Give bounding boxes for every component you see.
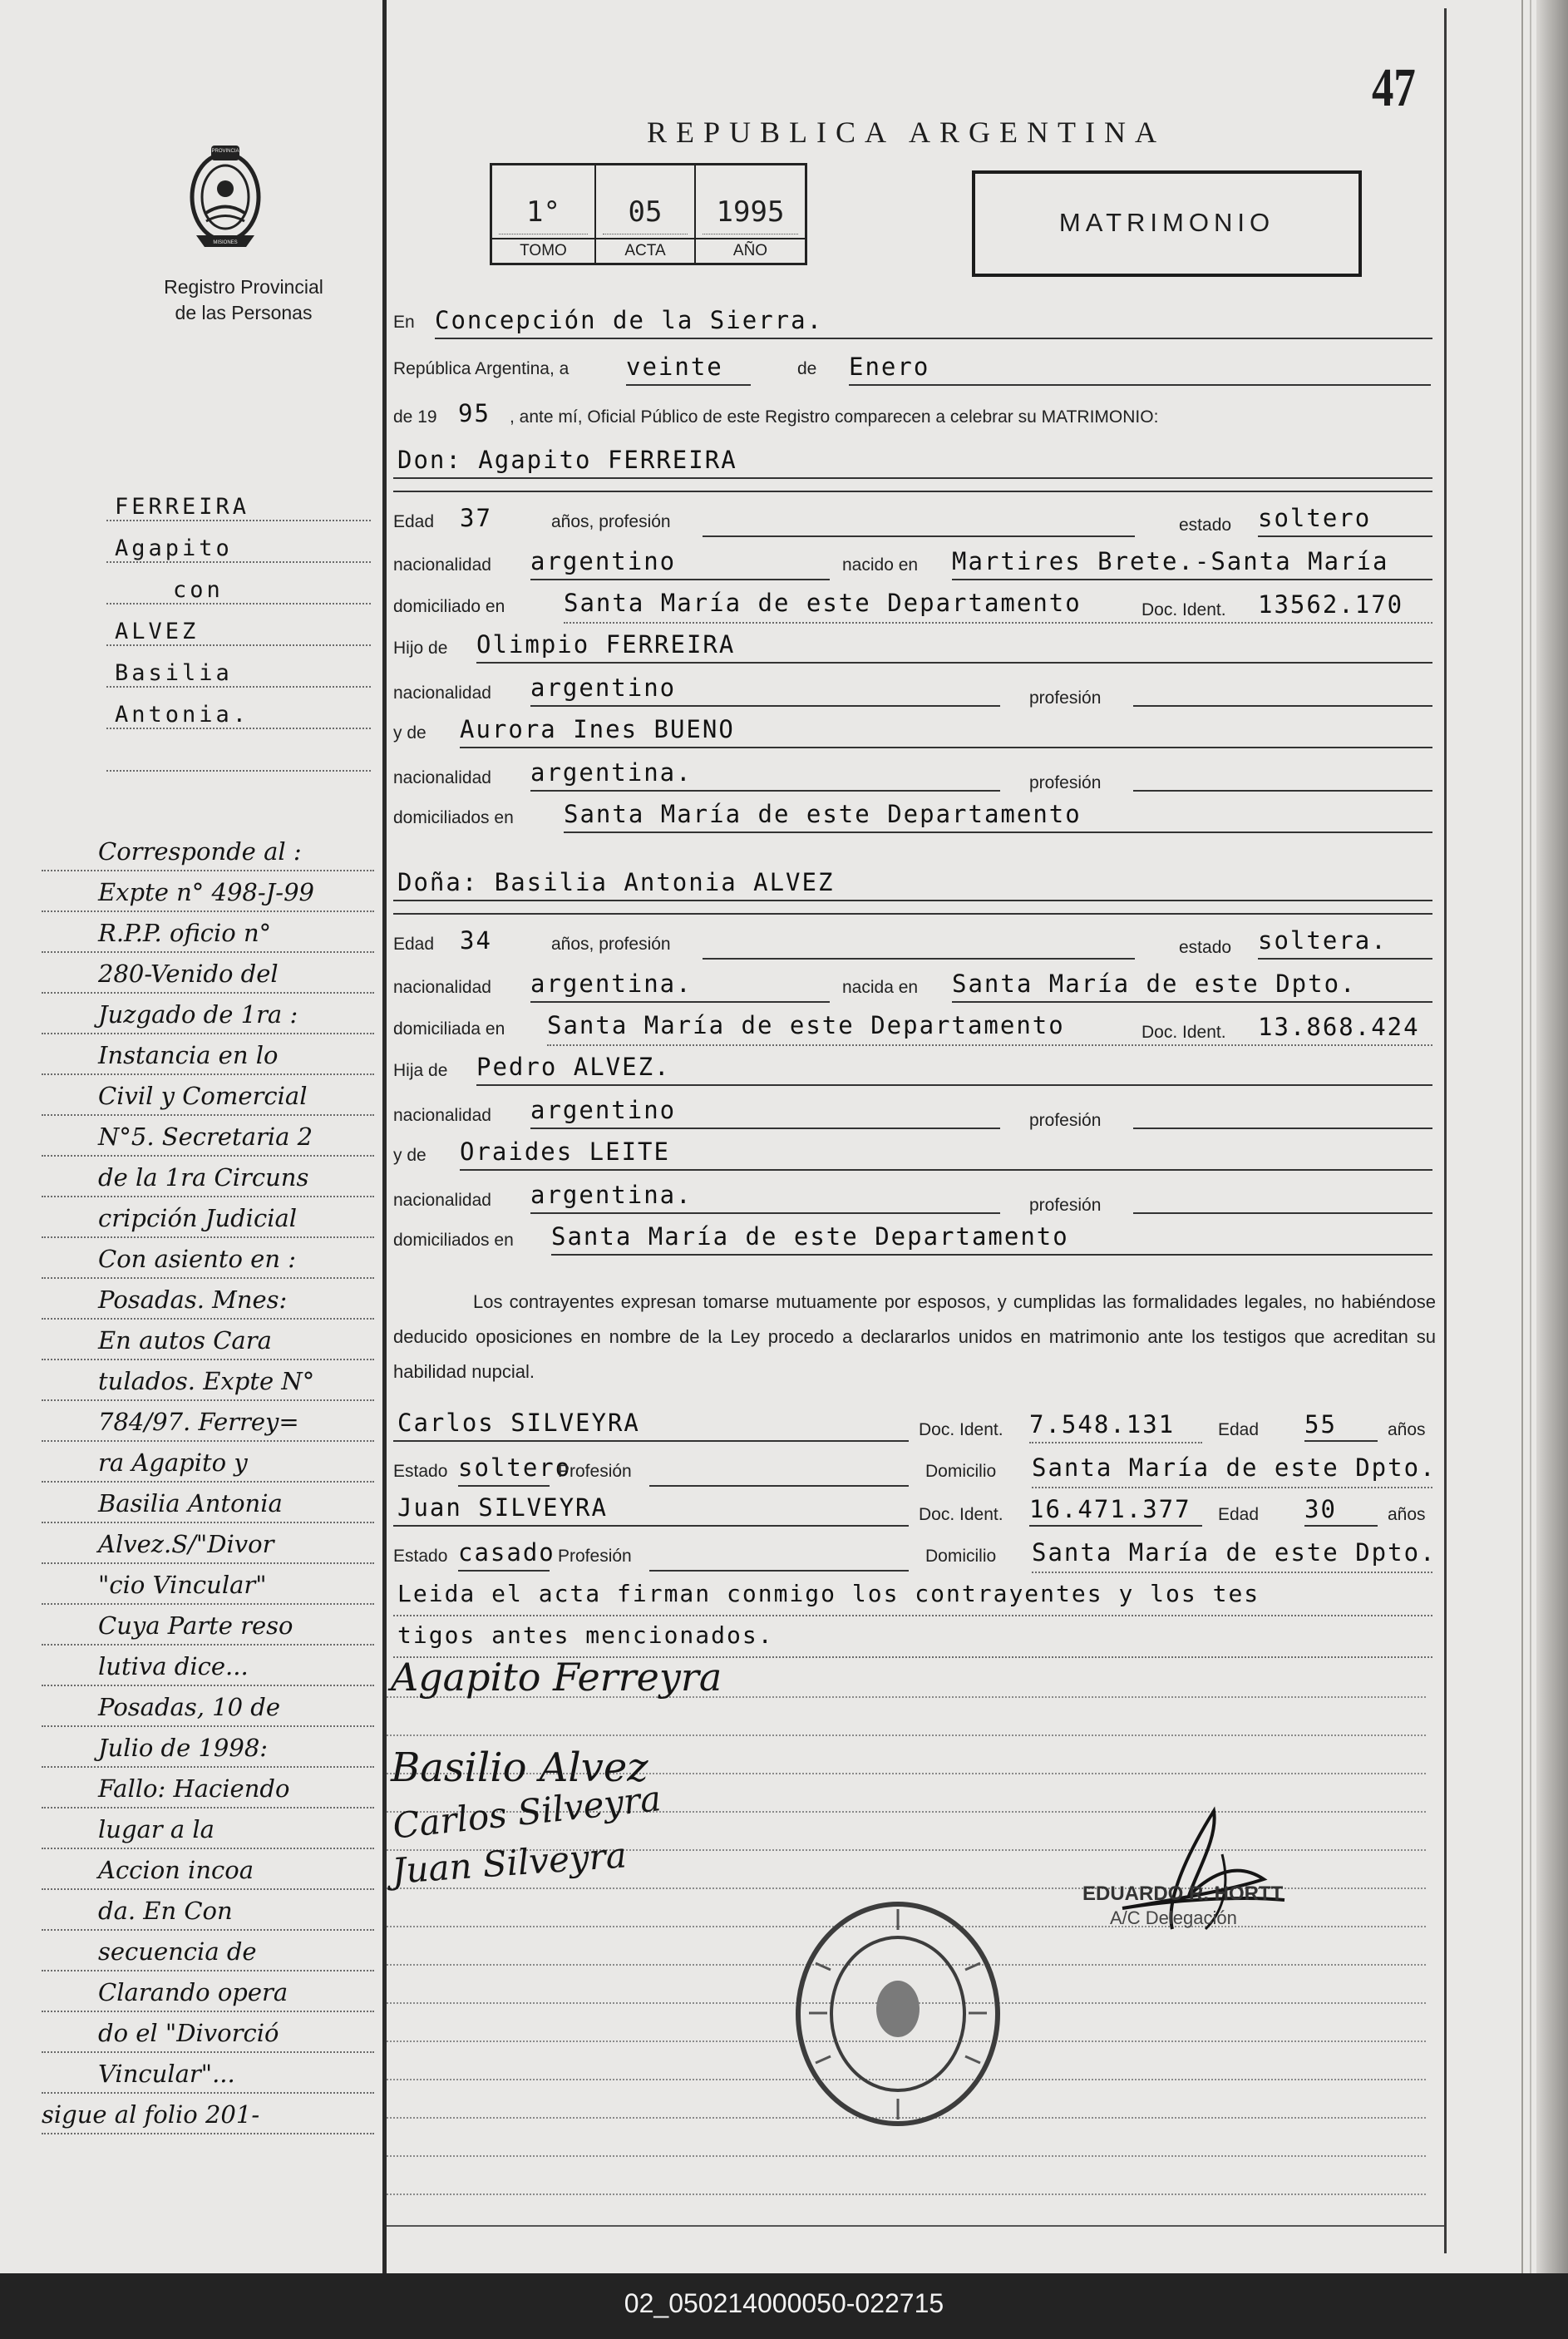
anio-value: 1995: [716, 195, 785, 229]
witness-1-address: Santa María de este Dpto.: [1032, 1453, 1437, 1482]
registry-name-line-1: Registro Provincial: [164, 276, 323, 298]
row-groom-father-nationality: [393, 674, 1441, 707]
margin-note-line: lutiva dice...: [42, 1646, 374, 1686]
witness-2-address: Santa María de este Dpto.: [1032, 1538, 1437, 1567]
margin-connector: con: [106, 576, 371, 604]
registry-name-line-2: de las Personas: [175, 302, 313, 323]
margin-note-line: Instancia en lo: [42, 1035, 374, 1075]
row-groom-nationality: [393, 547, 1441, 580]
acta-cell: [596, 165, 696, 263]
row-date: [393, 353, 1441, 386]
row-groom-address: [393, 589, 1441, 622]
row-closing-1: [393, 1580, 1441, 1613]
row-bride-title: [393, 868, 1441, 901]
official-signature-block: [1072, 1804, 1305, 1937]
margin-note-line: 280-Venido del: [42, 954, 374, 994]
nacionalidad-label: nacionalidad: [393, 555, 491, 575]
bride-parents-address: Santa María de este Departamento: [551, 1222, 1069, 1251]
row-bride-father-nationality: [393, 1096, 1441, 1129]
month-value: Enero: [849, 353, 930, 381]
row-place: [393, 306, 1441, 339]
domicilio-label: Domicilio: [925, 1547, 997, 1566]
doc-label: Doc. Ident.: [1141, 1023, 1226, 1042]
row-closing-2: [393, 1621, 1441, 1655]
margin-note-line: Posadas. Mnes:: [42, 1280, 374, 1320]
place-value: Concepción de la Sierra.: [435, 306, 824, 334]
official-name: EDUARDO R. HORTT: [1082, 1883, 1284, 1905]
margin-note-line: de la 1ra Circuns: [42, 1157, 374, 1197]
margin-note-line: Corresponde al :: [42, 831, 374, 871]
signature-bride: Basilio Alvez: [391, 1744, 648, 1791]
year-prefix: de 19: [393, 407, 437, 427]
binding-edge: [1536, 0, 1568, 2273]
margin-note-line: 784/97. Ferrey=: [42, 1402, 374, 1442]
domiciliada-label: domiciliada en: [393, 1019, 505, 1039]
row-bride-nationality: [393, 970, 1441, 1003]
row-groom-father: [393, 630, 1441, 664]
margin-note-line: Expte n° 498-J-99: [42, 872, 374, 912]
domiciliados-label: domiciliados en: [393, 1231, 514, 1250]
doc-label: Doc. Ident.: [919, 1505, 1003, 1524]
witness-2-marital-status: casado: [458, 1538, 555, 1567]
signature-guide-line: [387, 2193, 1426, 2195]
margin-name-bride-2: Antonia.: [106, 701, 371, 729]
margin-note-line: sigue al folio 201-: [42, 2095, 374, 2134]
row-witness-2-details: [393, 1538, 1441, 1572]
anio-label: AÑO: [696, 238, 805, 263]
row-bride-mother: [393, 1137, 1441, 1171]
right-border-rule: [1444, 8, 1447, 2253]
margin-blank-line: [106, 770, 371, 772]
groom-doc: 13562.170: [1258, 590, 1404, 619]
bride-doc: 13.868.424: [1258, 1013, 1420, 1041]
year-suffix: 95: [458, 399, 491, 427]
profesion-label: profesión: [1029, 688, 1102, 708]
bride-marital-status: soltera.: [1258, 926, 1388, 955]
profesion-label: profesión: [1029, 773, 1102, 792]
margin-surname-groom: FERREIRA: [106, 493, 371, 521]
margin-note-line: Alvez.S/"Divor: [42, 1524, 374, 1564]
groom-birthplace: Martires Brete.-Santa María: [952, 547, 1389, 575]
bride-mother-nationality: argentina.: [530, 1181, 693, 1209]
folio-number: 47: [1372, 57, 1416, 118]
groom-father-nationality: argentino: [530, 674, 677, 702]
estado-label: Estado: [393, 1547, 448, 1566]
bride-nationality: argentina.: [530, 970, 693, 998]
hija-label: Hija de: [393, 1061, 448, 1080]
signature-witness-1: Carlos Silveyra: [391, 1778, 663, 1847]
domiciliado-label: domiciliado en: [393, 597, 505, 616]
signature-guide-line: [387, 2155, 1426, 2157]
record-number-box: [490, 163, 807, 265]
margin-note-line: Con asiento en :: [42, 1239, 374, 1279]
bride-father-nationality: argentino: [530, 1096, 677, 1124]
page-stack-edge: [1521, 0, 1531, 2273]
closing-line-2: tigos antes mencionados.: [397, 1621, 774, 1649]
margin-note-line: secuencia de: [42, 1932, 374, 1971]
estado-label: Estado: [393, 1462, 448, 1481]
scan-footer: [0, 2273, 1568, 2339]
country-heading: REPUBLICA ARGENTINA: [647, 116, 1166, 149]
hijo-label: Hijo de: [393, 639, 448, 658]
en-label: En: [393, 313, 415, 332]
groom-address: Santa María de este Departamento: [564, 589, 1082, 617]
profesion-label: profesión: [1029, 1111, 1102, 1130]
provincial-seal-icon: [188, 142, 263, 254]
scan-id: 02_050214000050-022715: [624, 2288, 944, 2318]
day-value: veinte: [626, 353, 723, 381]
de-label: de: [797, 359, 817, 378]
bride-address: Santa María de este Departamento: [547, 1011, 1065, 1039]
edad-label: Edad: [1218, 1505, 1260, 1524]
doc-label: Doc. Ident.: [919, 1420, 1003, 1439]
witness-1-marital-status: soltero: [458, 1453, 572, 1482]
row-witness-2: [393, 1493, 1441, 1527]
margin-note-line: R.P.P. oficio n°: [42, 913, 374, 953]
margin-note-line: lugar a la: [42, 1809, 374, 1849]
intro-text: , ante mí, Oficial Público de este Registro comparecen a celebrar su MATRIMONIO:: [510, 407, 1159, 427]
nacionalidad-label: nacionalidad: [393, 1191, 491, 1210]
groom-father: Olimpio FERREIRA: [476, 630, 736, 659]
row-groom-mother: [393, 715, 1441, 748]
bride-title: Doña: Basilia Antonia ALVEZ: [397, 868, 835, 896]
signature-witness-2: Juan Silveyra: [391, 1834, 629, 1892]
yde-label: y de: [393, 1146, 427, 1165]
nacido-label: nacido en: [842, 555, 919, 575]
row-bride-address: [393, 1011, 1441, 1044]
margin-note-line: Civil y Comercial: [42, 1076, 374, 1116]
profesion-label: Profesión: [558, 1462, 632, 1481]
domiciliados-label: domiciliados en: [393, 808, 514, 827]
bride-age: 34: [460, 926, 492, 955]
margin-surname-bride: ALVEZ: [106, 618, 371, 646]
groom-marital-status: soltero: [1258, 504, 1372, 532]
witness-1-doc: 7.548.131: [1029, 1410, 1176, 1438]
nacionalidad-label: nacionalidad: [393, 978, 491, 997]
seal-top-text: PROVINCIA: [211, 149, 239, 154]
margin-note-line: do el "Divorció: [42, 2013, 374, 2053]
acta-value: 05: [628, 195, 663, 229]
margin-note-line: Posadas, 10 de: [42, 1687, 374, 1727]
row-groom-age: [393, 504, 1441, 537]
declaration-paragraph: Los contrayentes expresan tomarse mutuamente por esposos, y cumplidas las formalidades legales, no habiéndose deducido oposiciones en nombre de la Ley procedo a declararlos unidos en matrimonio ante los testigos que acreditan su habilidad nupcial.: [393, 1291, 1436, 1382]
witness-1-age: 55: [1304, 1410, 1337, 1438]
margin-note-line: tulados. Expte N°: [42, 1361, 374, 1401]
margin-note-line: En autos Cara: [42, 1320, 374, 1360]
signature-groom: Agapito Ferreyra: [391, 1655, 722, 1700]
profesion-label: Profesión: [558, 1547, 632, 1566]
groom-age: 37: [460, 504, 492, 532]
margin-note-line: Vincular"...: [42, 2054, 374, 2094]
row-bride-father: [393, 1053, 1441, 1086]
margin-note-line: da. En Con: [42, 1891, 374, 1931]
edad-label: Edad: [393, 512, 435, 531]
official-role: A/C Delegación: [1110, 1907, 1237, 1928]
anios-label: años: [1388, 1505, 1426, 1524]
margin-note-line: cripción Judicial: [42, 1198, 374, 1238]
nacida-label: nacida en: [842, 978, 919, 997]
anio-cell: [696, 165, 805, 263]
closing-line-1: Leida el acta firman conmigo los contrayentes y los tes: [397, 1580, 1260, 1607]
margin-note-line: Accion incoa: [42, 1850, 374, 1890]
tomo-cell: [492, 165, 596, 263]
margin-note-line: Basilia Antonia: [42, 1483, 374, 1523]
row-groom-parents-address: [393, 800, 1441, 833]
registry-name: [123, 274, 364, 326]
bride-birthplace: Santa María de este Dpto.: [952, 970, 1357, 998]
groom-title: Don: Agapito FERREIRA: [397, 446, 737, 474]
margin-name-groom: Agapito: [106, 535, 371, 563]
witness-2-name: Juan SILVEYRA: [397, 1493, 608, 1522]
edad-label: Edad: [393, 935, 435, 954]
row-witness-1: [393, 1409, 1441, 1442]
nacionalidad-label: nacionalidad: [393, 768, 491, 787]
registry-stamp-icon: [791, 1897, 1005, 2132]
row-bride-mother-nationality: [393, 1181, 1441, 1214]
margin-note-line: ra Agapito y: [42, 1443, 374, 1483]
margin-note-line: Fallo: Haciendo: [42, 1769, 374, 1809]
margin-note-line: Juzgado de 1ra :: [42, 994, 374, 1034]
profesion-label: profesión: [1029, 1196, 1102, 1215]
margin-note-line: N°5. Secretaria 2: [42, 1117, 374, 1157]
nacionalidad-label: nacionalidad: [393, 1106, 491, 1125]
estado-label: estado: [1179, 938, 1232, 957]
groom-mother: Aurora Ines BUENO: [460, 715, 735, 743]
domicilio-label: Domicilio: [925, 1462, 997, 1481]
margin-divider: [382, 0, 387, 2273]
margin-note-line: Cuya Parte reso: [42, 1606, 374, 1646]
acta-label: ACTA: [596, 238, 694, 263]
tomo-label: TOMO: [492, 238, 594, 263]
doc-label: Doc. Ident.: [1141, 600, 1226, 619]
witness-2-age: 30: [1304, 1495, 1337, 1523]
margin-name-bride: Basilia: [106, 659, 371, 688]
groom-nationality: argentino: [530, 547, 677, 575]
row-witness-1-details: [393, 1453, 1441, 1487]
nacionalidad-label: nacionalidad: [393, 683, 491, 703]
seal-bottom-text: MISIONES: [213, 240, 238, 245]
row-bride-age: [393, 926, 1441, 960]
signature-guide-line: [387, 1735, 1426, 1736]
bride-father: Pedro ALVEZ.: [476, 1053, 671, 1081]
groom-parents-address: Santa María de este Departamento: [564, 800, 1082, 828]
republica-label: República Argentina, a: [393, 359, 570, 378]
record-type-box: MATRIMONIO: [972, 170, 1362, 277]
row-groom-title: [393, 446, 1441, 479]
margin-note-line: Clarando opera: [42, 1972, 374, 2012]
row-bride-parents-address: [393, 1222, 1441, 1256]
edad-label: Edad: [1218, 1420, 1260, 1439]
witness-2-doc: 16.471.377: [1029, 1495, 1191, 1523]
margin-note-line: Julio de 1998:: [42, 1728, 374, 1768]
margin-note-line: "cio Vincular": [42, 1565, 374, 1605]
yde-label: y de: [393, 723, 427, 743]
row-year: [393, 399, 1441, 432]
anios-profesion-label: años, profesión: [551, 935, 671, 954]
tomo-value: 1°: [526, 195, 560, 229]
bottom-border-rule: [387, 2225, 1444, 2227]
groom-mother-nationality: argentina.: [530, 758, 693, 787]
bride-mother: Oraides LEITE: [460, 1137, 670, 1166]
row-groom-mother-nationality: [393, 758, 1441, 792]
anios-profesion-label: años, profesión: [551, 512, 671, 531]
witness-1-name: Carlos SILVEYRA: [397, 1409, 640, 1437]
estado-label: estado: [1179, 516, 1232, 535]
anios-label: años: [1388, 1420, 1426, 1439]
